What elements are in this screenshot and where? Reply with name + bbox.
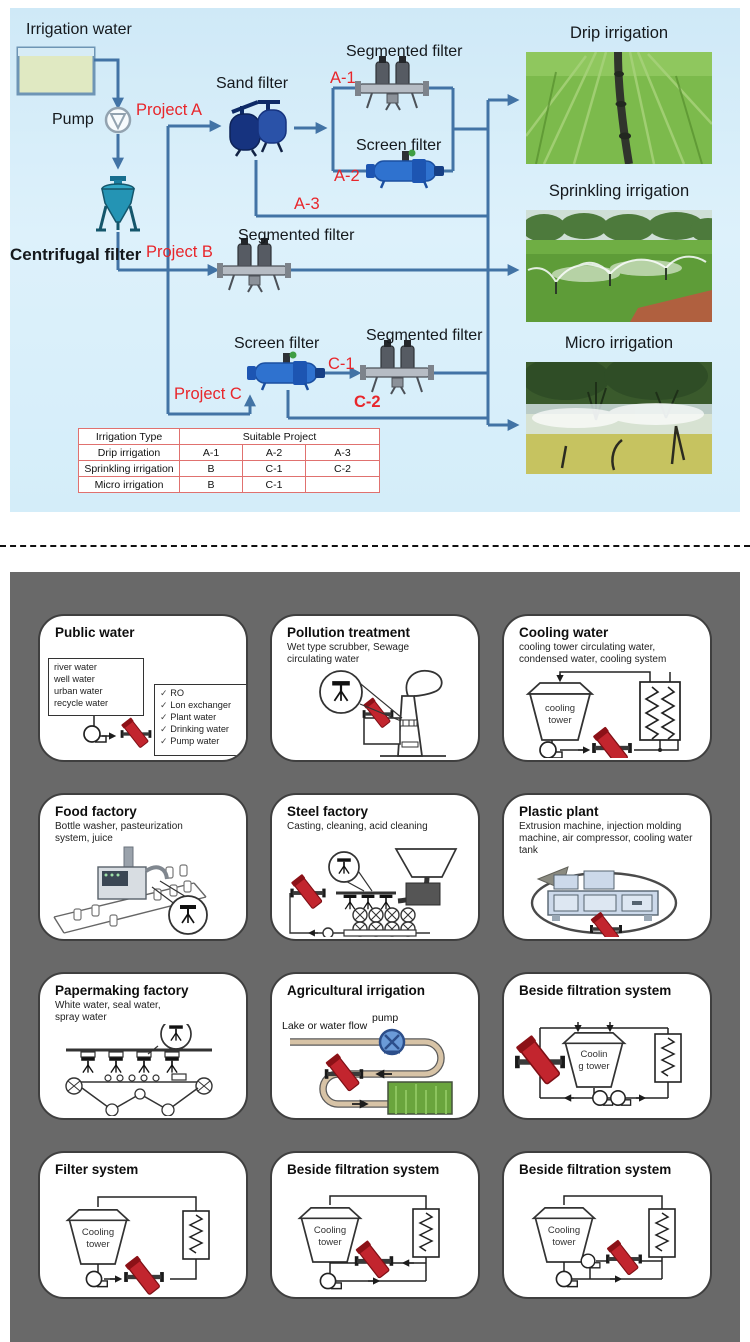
card-desc: Bottle washer, pasteurization system, juice xyxy=(55,820,183,845)
public-water-schematic xyxy=(48,656,230,758)
beside-filtration-schematic-3 xyxy=(512,1189,694,1295)
screen-filter-c-image xyxy=(247,352,325,391)
app-card-beside-filtration-2 xyxy=(270,1151,480,1299)
card-title: Filter system xyxy=(55,1162,139,1177)
svg-text:tower: tower xyxy=(548,715,572,726)
svg-text:Cooling: Cooling xyxy=(547,1225,581,1236)
card-desc: White water, seal water, spray water xyxy=(55,999,161,1024)
segmented-filter-c-image xyxy=(360,340,434,394)
svg-text:cooling: cooling xyxy=(544,703,576,714)
project-c-label: Project C xyxy=(174,385,242,403)
route-a1-label: A-1 xyxy=(330,69,356,87)
dashed-divider xyxy=(0,545,750,547)
card-title: Plastic plant xyxy=(519,804,599,819)
app-card-papermaking-factory xyxy=(38,972,248,1120)
app-card-beside-filtration-1 xyxy=(502,972,712,1120)
card-title: Public water xyxy=(55,625,135,640)
svg-text:tower: tower xyxy=(552,1237,576,1248)
project-a-label: Project A xyxy=(136,101,203,119)
sand-filter-label: Sand filter xyxy=(216,75,289,92)
app-card-beside-filtration-3 xyxy=(502,1151,712,1299)
centrifugal-filter-image xyxy=(96,176,140,230)
micro-irrigation-label: Micro irrigation xyxy=(564,334,674,352)
food-factory-schematic xyxy=(48,845,230,937)
cooling-water-schematic xyxy=(512,666,694,758)
table-row: Sprinkling irrigation B C-1 C-2 xyxy=(79,461,380,477)
irrigation-water-label: Irrigation water xyxy=(26,21,132,38)
water-tank-image xyxy=(18,48,94,94)
sand-filter-image xyxy=(230,102,286,156)
card-title: Beside filtration system xyxy=(519,983,672,998)
papermaking-schematic xyxy=(48,1024,230,1116)
card-title: Beside filtration system xyxy=(287,1162,440,1177)
pump-label: pump xyxy=(372,1012,399,1024)
segmented-filter-a-label: Segmented filter xyxy=(346,43,463,60)
app-card-filter-system xyxy=(38,1151,248,1299)
card-title: Beside filtration system xyxy=(519,1162,672,1177)
filter-system-schematic xyxy=(48,1189,230,1295)
segmented-filter-b-label: Segmented filter xyxy=(238,227,355,244)
app-card-steel-factory xyxy=(270,793,480,941)
agricultural-schematic xyxy=(280,1012,462,1116)
table-header-irrigation-type: Irrigation Type xyxy=(79,429,180,445)
card-desc: Wet type scrubber, Sewage circulating water xyxy=(287,641,410,666)
app-card-pollution-treatment xyxy=(270,614,480,762)
route-a2-label: A-2 xyxy=(334,167,360,185)
steel-factory-schematic xyxy=(280,845,462,937)
pump-label: Pump xyxy=(52,111,94,128)
app-card-agricultural-irrigation xyxy=(270,972,480,1120)
segmented-filter-c-label: Segmented filter xyxy=(366,327,483,344)
card-desc: Extrusion machine, injection molding machine, air compressor, cooling water tank xyxy=(519,820,693,857)
beside-filtration-schematic-1 xyxy=(512,1012,694,1116)
centrifugal-filter-label: Centrifugal filter xyxy=(10,245,142,264)
card-title: Agricultural irrigation xyxy=(287,983,426,998)
screen-filter-a-label: Screen filter xyxy=(356,137,442,154)
card-desc: cooling tower circulating water, condensed water, cooling system xyxy=(519,641,667,666)
route-c1-label: C-1 xyxy=(328,355,355,373)
card-desc: Casting, cleaning, acid cleaning xyxy=(287,820,428,832)
micro-irrigation-photo xyxy=(526,362,712,474)
irrigation-flow-diagram xyxy=(10,8,740,512)
svg-text:Cooling: Cooling xyxy=(81,1227,115,1238)
app-card-plastic-plant xyxy=(502,793,712,941)
sprinkling-irrigation-label: Sprinkling irrigation xyxy=(548,182,690,200)
source-water-box: river water well water urban water recycle water xyxy=(48,658,144,716)
beside-filtration-schematic-2 xyxy=(280,1189,462,1295)
sprinkling-irrigation-photo xyxy=(526,210,712,322)
svg-text:g tower: g tower xyxy=(578,1061,610,1072)
app-card-cooling-water xyxy=(502,614,712,762)
segmented-filter-b-image xyxy=(217,238,291,292)
table-header-suitable-project: Suitable Project xyxy=(180,429,380,445)
screen-filter-a-image xyxy=(366,150,444,189)
svg-text:tower: tower xyxy=(318,1237,342,1248)
applications-panel xyxy=(10,572,740,1342)
table-row: Drip irrigation A-1 A-2 A-3 xyxy=(79,445,380,461)
card-title: Food factory xyxy=(55,804,137,819)
route-c2-label: C-2 xyxy=(354,393,381,411)
card-title: Pollution treatment xyxy=(287,625,411,640)
screen-filter-c-label: Screen filter xyxy=(234,335,320,352)
pump-image xyxy=(106,108,130,132)
svg-text:tower: tower xyxy=(86,1239,110,1250)
app-card-public-water xyxy=(38,614,248,762)
card-title: Steel factory xyxy=(287,804,369,819)
suitability-table xyxy=(78,428,380,493)
card-title: Cooling water xyxy=(519,625,609,640)
svg-text:Cooling: Cooling xyxy=(313,1225,347,1236)
segmented-filter-a-image xyxy=(355,56,429,110)
project-b-label: Project B xyxy=(146,243,213,261)
drip-irrigation-photo xyxy=(526,52,712,164)
card-title: Papermaking factory xyxy=(55,983,189,998)
plastic-plant-schematic xyxy=(512,863,694,937)
svg-text:Coolin: Coolin xyxy=(580,1049,608,1060)
use-water-box: ✓ RO ✓ Lon exchanger ✓ Plant water ✓ Drinking water ✓ Pump water xyxy=(154,684,248,756)
route-a3-label: A-3 xyxy=(294,195,320,213)
app-card-food-factory xyxy=(38,793,248,941)
lake-label: Lake or water flow xyxy=(282,1020,368,1032)
drip-irrigation-label: Drip irrigation xyxy=(569,24,669,42)
table-row: Micro irrigation B C-1 xyxy=(79,477,380,493)
pollution-schematic xyxy=(280,664,462,758)
